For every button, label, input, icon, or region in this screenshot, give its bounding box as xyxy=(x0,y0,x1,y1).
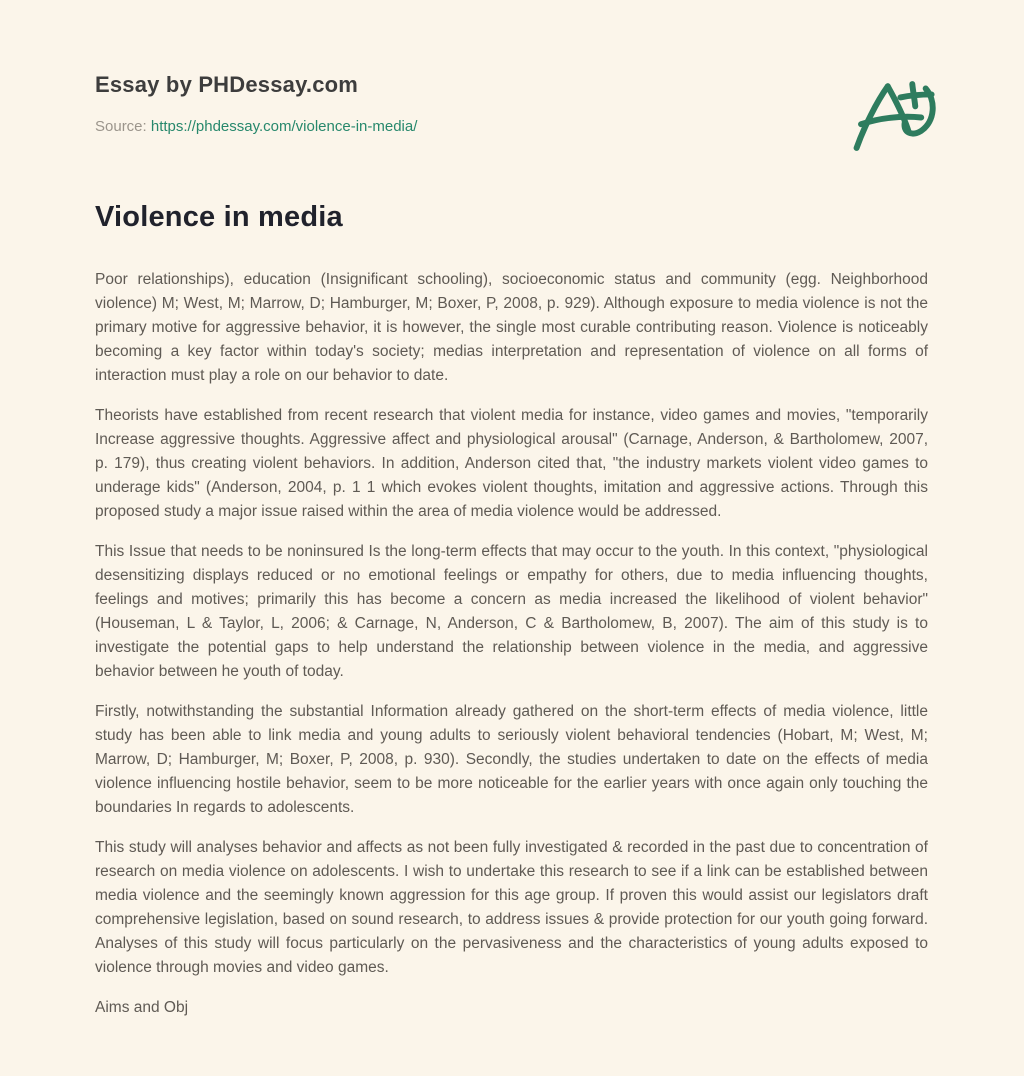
page-title: Essay by PHDessay.com xyxy=(95,72,359,97)
article-body xyxy=(95,268,928,1020)
paragraph: Poor relationships), education (Insignificant schooling), socioeconomic status and community (egg. Neighborhood violence) M; West, M; Marrow, D; Hamburger, M; Boxer, P, 2008, p. 929). Although exposure to media violence is not the primary motive for aggressive behavior, it is however, the single most curable contributing reason. Violence is noticeably becoming a key factor within today's society; medias interpretation and representation of violence on all forms of interaction must play a role on our behavior to date. xyxy=(95,271,928,384)
paragraph: Firstly, notwithstanding the substantial Information already gathered on the short-term effects of media violence, little study has been able to link media and young adults to seriously violent behavioral tendencies (Hobart, M; West, M; Marrow, D; Hamburger, M; Boxer, P, 2008, p. 930). Secondly, the studies undertaken to date on the effects of media violence influencing hostile behavior, seem to be more noticeable for the earlier years with once again only touching the boundaries In regards to adolescents. xyxy=(95,703,928,816)
phdessay-a-plus-logo-icon xyxy=(838,66,942,166)
source-url-link[interactable]: https://phdessay.com/violence-in-media/ xyxy=(150,118,418,135)
trailing-line: Aims and Obj xyxy=(95,999,189,1016)
source-label: Source: xyxy=(95,118,147,135)
paragraph: Theorists have established from recent research that violent media for instance, video games and movies, "temporarily Increase aggressive thoughts. Aggressive affect and physiological arousal" (Carnage, Anderson, & Bartholomew, 2007, p. 179), thus creating violent behaviors. In addition, Anderson cited that, "the industry markets violent video games to underage kids" (Anderson, 2004, p. 1 1 which evokes violent thoughts, imitation and aggressive actions. Through this proposed study a major issue raised within the area of media violence would be addressed. xyxy=(95,407,928,520)
article-title: Violence in media xyxy=(95,201,343,233)
source-line xyxy=(95,118,928,135)
paragraph: This study will analyses behavior and affects as not been fully investigated & recorded in the past due to concentration of research on media violence on adolescents. I wish to undertake this research to see if a link can be established between media violence and the seemingly known aggression for this age group. If proven this would assist our legislators draft comprehensive legislation, based on sound research, to address issues & provide protection for our youth going forward. Analyses of this study will focus particularly on the pervasiveness and the characteristics of young adults exposed to violence through movies and video games. xyxy=(95,839,928,976)
paragraph: This Issue that needs to be noninsured Is the long-term effects that may occur to the youth. In this context, "physiological desensitizing displays reduced or no emotional feelings or empathy for others, due to media influencing thoughts, feelings and motives; primarily this has become a concern as media increased the likelihood of violent behavior" (Houseman, L & Taylor, L, 2006; & Carnage, N, Anderson, C & Bartholomew, B, 2007). The aim of this study is to investigate the potential gaps to help understand the relationship between violence in the media, and aggressive behavior between he youth of today. xyxy=(95,543,928,680)
